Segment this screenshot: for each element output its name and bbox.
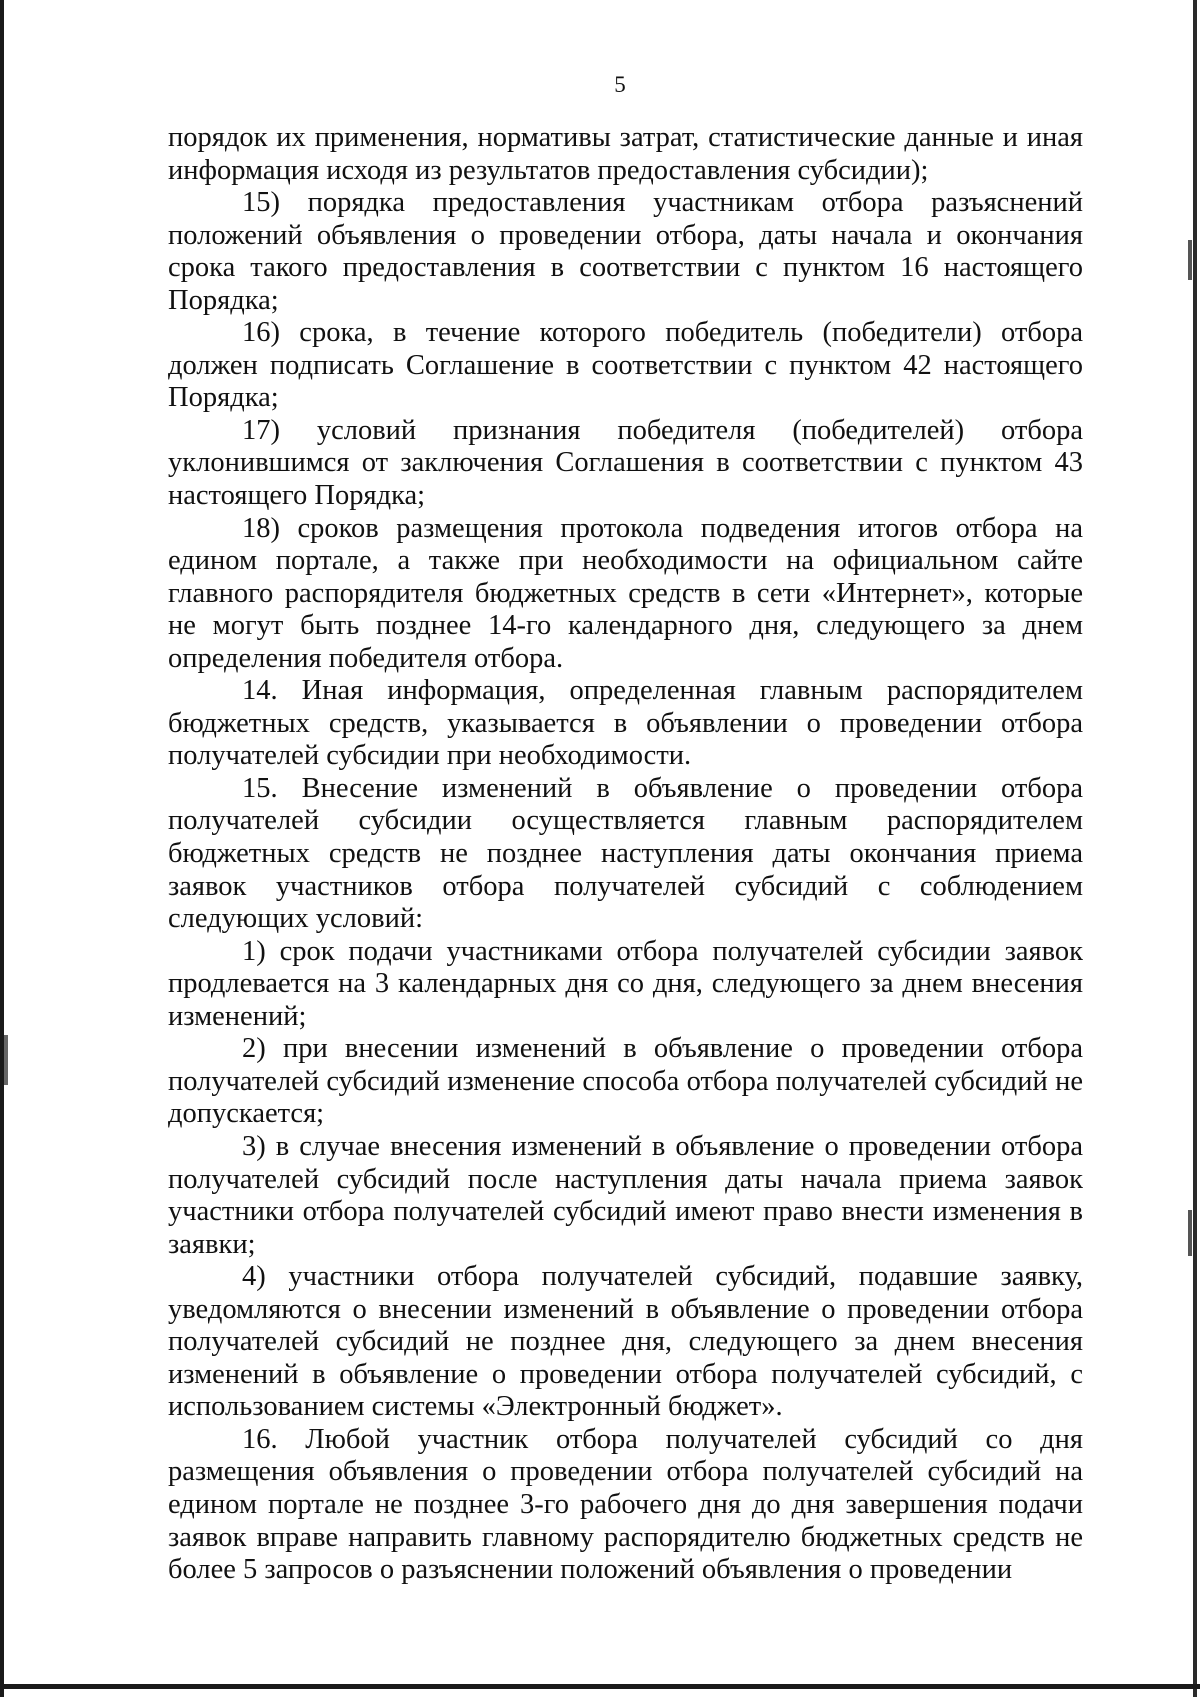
scan-right-mark [1188, 1210, 1192, 1256]
scan-bottom-edge [0, 1684, 1200, 1689]
paragraph-section-14: 14. Иная информация, определенная главным распорядителем бюджетных средств, указывается в объявлении о проведении отбора получателей субсидии при необходимости. [168, 675, 1083, 772]
paragraph-continuation: порядок их применения, нормативы затрат, статистические данные и иная информация исходя из результатов предоставления субсидии); [168, 122, 1083, 186]
paragraph-item-18: 18) сроков размещения протокола подведения итогов отбора на едином портале, а также при необходимости на официальном сайте главного распорядителя бюджетных средств в сети «Интернет», которые не могут быть позднее 14-го календарного дня, следующего за днем определения победителя отбора. [168, 512, 1083, 674]
paragraph-condition-4: 4) участники отбора получателей субсидий, подавшие заявку, уведомляются о внесении изменений в объявление о проведении отбора получателей субсидий не позднее дня, следующего за днем внесения изменений в объявление о проведении отбора получателей субсидий, с использованием системы «Электронный бюджет». [168, 1261, 1083, 1423]
scan-left-mark [4, 1035, 8, 1085]
paragraph-condition-2: 2) при внесении изменений в объявление о проведении отбора получателей субсидий изменение способа отбора получателей субсидий не допускается; [168, 1033, 1083, 1130]
scan-left-edge [0, 0, 4, 1697]
page-number: 5 [614, 72, 626, 97]
paragraph-item-16: 16) срока, в течение которого победитель (победители) отбора должен подписать Соглашение в соответствии с пунктом 42 настоящего Порядка; [168, 317, 1083, 414]
paragraph-section-16: 16. Любой участник отбора получателей субсидий со дня размещения объявления о проведении отбора получателей субсидий на едином портале не позднее 3-го рабочего дня до дня завершения подачи заявок вправе направить главному распорядителю бюджетных средств не более 5 запросов о разъяснении положений объявления о проведении [168, 1423, 1083, 1586]
paragraph-item-17: 17) условий признания победителя (победителей) отбора уклонившимся от заключения Соглашения в соответствии с пунктом 43 настоящего Порядка; [168, 414, 1083, 512]
scan-right-edge [1193, 0, 1197, 1697]
paragraph-item-15: 15) порядка предоставления участникам отбора разъяснений положений объявления о проведении отбора, даты начала и окончания срока такого предоставления в соответствии с пунктом 16 настоящего Порядка; [168, 187, 1083, 316]
scan-right-mark [1188, 240, 1192, 280]
paragraph-condition-3: 3) в случае внесения изменений в объявление о проведении отбора получателей субсидий после наступления даты начала приема заявок участники отбора получателей субсидий имеют право внести изменения в заявки; [168, 1130, 1083, 1260]
paragraph-section-15: 15. Внесение изменений в объявление о проведении отбора получателей субсидии осуществляется главным распорядителем бюджетных средств не позднее наступления даты окончания приема заявок участников отбора получателей субсидий с соблюдением следующих условий: [168, 772, 1083, 935]
document-body [168, 122, 1083, 1587]
paragraph-condition-1: 1) срок подачи участниками отбора получателей субсидии заявок продлевается на 3 календарных дня со дня, следующего за днем внесения изменений; [168, 935, 1083, 1032]
